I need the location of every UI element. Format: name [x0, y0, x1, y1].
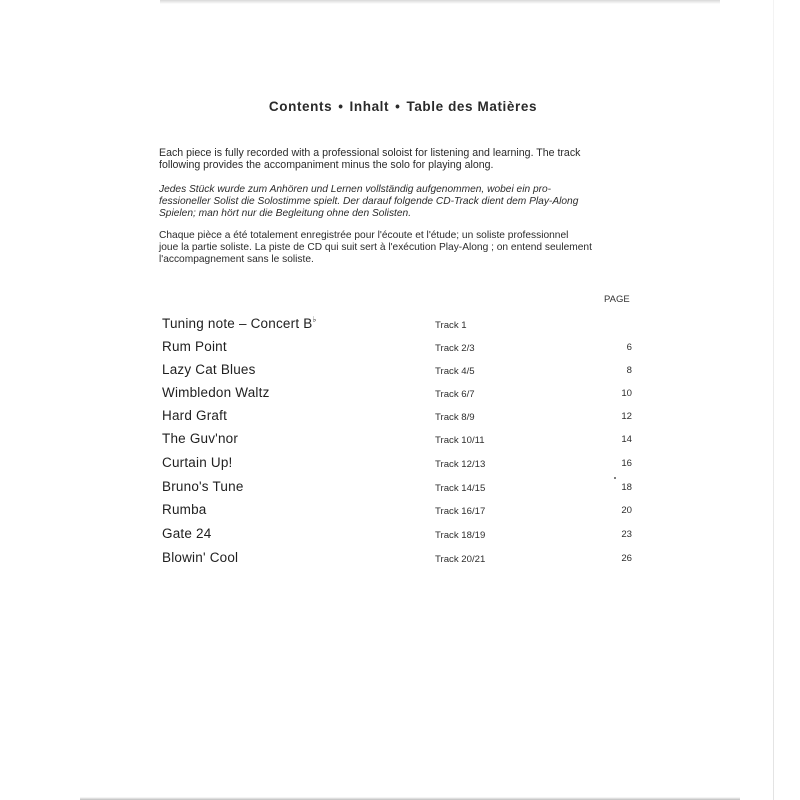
toc-row-gate-24	[0, 526, 800, 548]
toc-row-wimbledon-waltz	[0, 385, 800, 407]
toc-track: Track 16/17	[435, 506, 486, 517]
toc-title: The Guv'nor	[162, 431, 239, 446]
toc-track: Track 1	[435, 320, 467, 331]
toc-track: Track 4/5	[435, 366, 475, 377]
toc-title: Curtain Up!	[162, 455, 233, 470]
intro-line: Jedes Stück wurde zum Anhören und Lernen vollständig aufgenommen, wobei ein pro-	[159, 184, 552, 195]
page-column-header: PAGE	[604, 294, 630, 305]
toc-page: 23	[621, 529, 632, 540]
toc-page: 20	[621, 505, 632, 516]
toc-row-tuning-note	[0, 316, 800, 338]
intro-line: Spielen; man hört nur die Begleitung ohne den Solisten.	[159, 207, 412, 219]
toc-page: 10	[621, 388, 632, 399]
toc-row-rumba	[0, 502, 800, 524]
toc-row-curtain-up	[0, 455, 800, 477]
scan-top-edge	[160, 0, 720, 4]
page-title	[0, 99, 800, 114]
intro-german	[159, 184, 639, 219]
toc-title: Bruno's Tune	[162, 479, 244, 494]
intro-french	[159, 230, 639, 265]
toc-title: Lazy Cat Blues	[162, 362, 256, 377]
toc-title: Hard Graft	[162, 408, 228, 423]
title-separator: •	[395, 99, 401, 114]
toc-page: 18	[621, 482, 632, 493]
toc-title: Rum Point	[162, 339, 227, 354]
toc-row-lazy-cat-blues	[0, 362, 800, 384]
toc-track: Track 12/13	[435, 459, 486, 470]
toc-track: Track 2/3	[435, 343, 475, 354]
intro-english	[159, 148, 639, 172]
toc-row-the-guvnor	[0, 431, 800, 453]
toc-row-brunos-tune	[0, 479, 800, 501]
intro-line: Each piece is fully recorded with a professional soloist for listening and learning. The track	[159, 147, 581, 159]
scan-speck	[614, 477, 616, 479]
title-english: Contents	[268, 99, 333, 114]
flat-sign: ♭	[312, 315, 317, 324]
toc-row-rum-point	[0, 339, 800, 361]
toc-title: Wimbledon Waltz	[162, 385, 270, 400]
toc-page: 12	[621, 411, 632, 422]
intro-line: following provides the accompaniment minus the solo for playing along.	[159, 158, 494, 171]
intro-line: joue la partie soliste. La piste de CD qui suit sert à l'exécution Play-Along ; on entend seulement	[159, 241, 592, 253]
intro-line: Chaque pièce a été totalement enregistrée pour l'écoute et l'étude; un soliste professionnel	[159, 230, 569, 241]
toc-page: 6	[626, 342, 632, 353]
toc-page: 26	[621, 553, 632, 564]
intro-line: l'accompagnement sans le soliste.	[159, 253, 314, 265]
toc-track: Track 14/15	[435, 483, 486, 494]
toc-title: Rumba	[162, 502, 207, 517]
toc-track: Track 20/21	[435, 554, 486, 565]
toc-row-blowin-cool	[0, 550, 800, 572]
title-french: Table des Matières	[406, 99, 538, 114]
toc-title: Tuning note – Concert B♭	[162, 315, 317, 331]
toc-track: Track 18/19	[435, 530, 486, 541]
title-german: Inhalt	[349, 99, 390, 114]
toc-track: Track 8/9	[435, 412, 475, 423]
toc-title: Gate 24	[162, 526, 212, 541]
toc-page: 8	[626, 365, 632, 376]
toc-page: 14	[621, 434, 632, 445]
toc-title: Blowin' Cool	[162, 550, 239, 565]
toc-page: 16	[621, 458, 632, 469]
toc-track: Track 10/11	[435, 435, 485, 446]
intro-line: fessioneller Solist die Solostimme spielt. Der darauf folgende CD-Track dient dem Play-Along	[159, 195, 579, 207]
title-separator: •	[338, 99, 344, 114]
toc-track: Track 6/7	[435, 389, 475, 400]
toc-row-hard-graft	[0, 408, 800, 430]
